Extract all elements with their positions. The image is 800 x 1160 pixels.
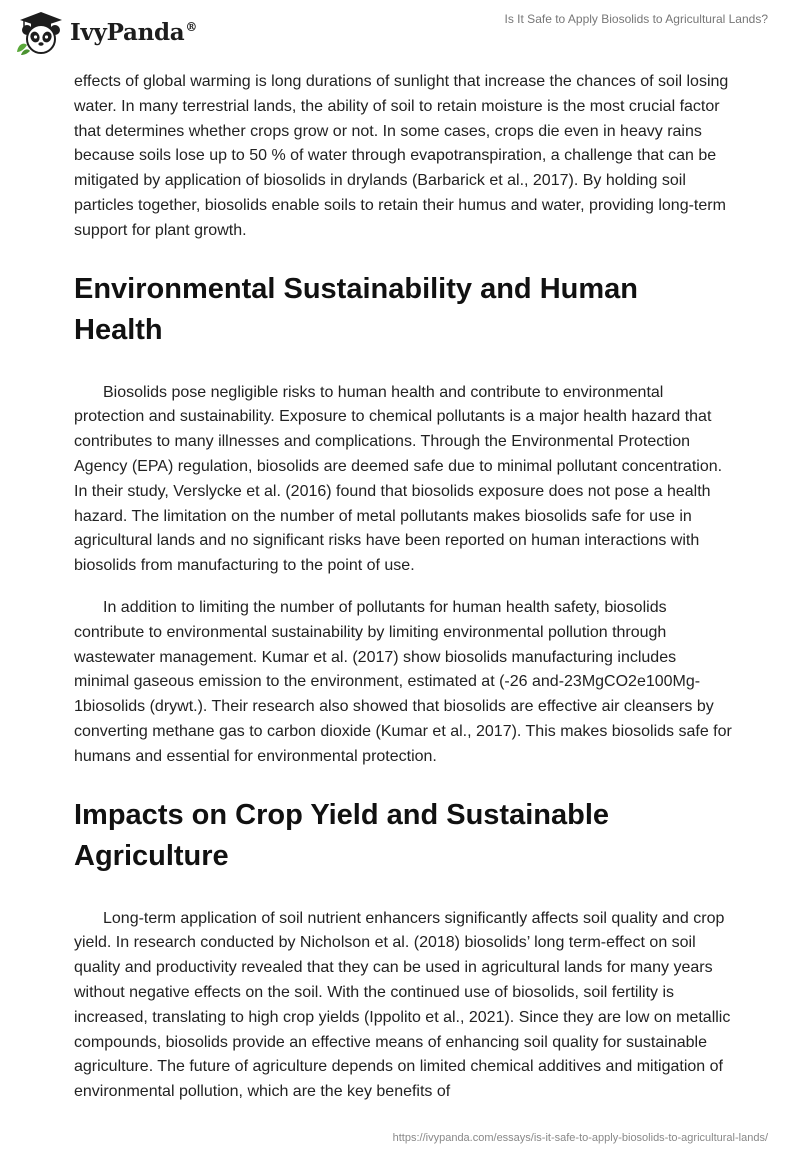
- heading-crop-yield: Impacts on Crop Yield and Sustainable Agriculture: [74, 798, 609, 872]
- source-url[interactable]: https://ivypanda.com/essays/is-it-safe-to-apply-biosolids-to-agricultural-lands/: [392, 1132, 768, 1144]
- document-title: Is It Safe to Apply Biosolids to Agricultural Lands?: [504, 12, 768, 26]
- paragraph-soil-moisture: effects of global warming is long durations of sunlight that increase the chances of soil losing water. In many terrestrial lands, the ability of soil to retain moisture is the most crucial factor that determines whether crops grow or not. In some cases, crops die even in heavy rains because soils lose up to 50 % of water through evapotranspiration, a challenge that can be mitigated by application of biosolids in drylands (Barbarick et al., 2017). By holding soil particles together, biosolids enable soils to retain their humus and water, providing long-term support for plant growth.: [74, 73, 729, 239]
- paragraph-crop-yield: Long-term application of soil nutrient enhancers significantly affects soil quality and crop yield. In research conducted by Nicholson et al. (2018) biosolids’ long term-effect on soil quality and productivity revealed that they can be used in agricultural lands for many years without negative effects on the soil. With the continued use of biosolids, soil fertility is increased, translating to high crop yields (Ippolito et al., 2021). Since they are low on metallic compounds, biosolids provide an effective means of enhancing soil quality for sustainable agriculture. The future of agriculture depends on limited chemical additives and mitigation of environmental pollution, which are the key benefits of: [74, 909, 731, 1101]
- registered-mark: ®: [185, 19, 198, 34]
- paragraph-environmental-pollution: In addition to limiting the number of pollutants for human health safety, biosolids contribute to environmental sustainability by limiting environmental pollution through wastewater management. Kumar et al. (2017) show biosolids manufacturing includes minimal gaseous emission to the environment, estimated at (-26 and-23MgCO2e100Mg-1biosolids (drywt.). Their research also showed that biosolids are effective air cleansers by converting methane gas to carbon dioxide (Kumar et al., 2017). This makes biosolids safe for humans and essential for environmental protection.: [74, 598, 732, 765]
- page-header: [0, 0, 800, 62]
- heading-environmental-sustainability: Environmental Sustainability and Human Health: [74, 272, 638, 346]
- brand-name: IvyPanda®: [70, 18, 198, 46]
- essay-body: [74, 70, 734, 1122]
- paragraph-health-risks: Biosolids pose negligible risks to human health and contribute to environmental protection and sustainability. Exposure to chemical pollutants is a major health hazard that contributes to many illnesses and complications. Through the Environmental Protection Agency (EPA) regulation, biosolids are deemed safe due to minimal pollutant concentration. In their study, Verslycke et al. (2016) found that biosolids exposure does not pose a health hazard. The limitation on the number of metal pollutants makes biosolids safe for use in agricultural lands and no significant risks have been reported on human interactions with biosolids from manufacturing to the point of use.: [74, 383, 723, 575]
- ivypanda-logo[interactable]: [14, 8, 197, 56]
- panda-mascot-icon: [14, 8, 66, 56]
